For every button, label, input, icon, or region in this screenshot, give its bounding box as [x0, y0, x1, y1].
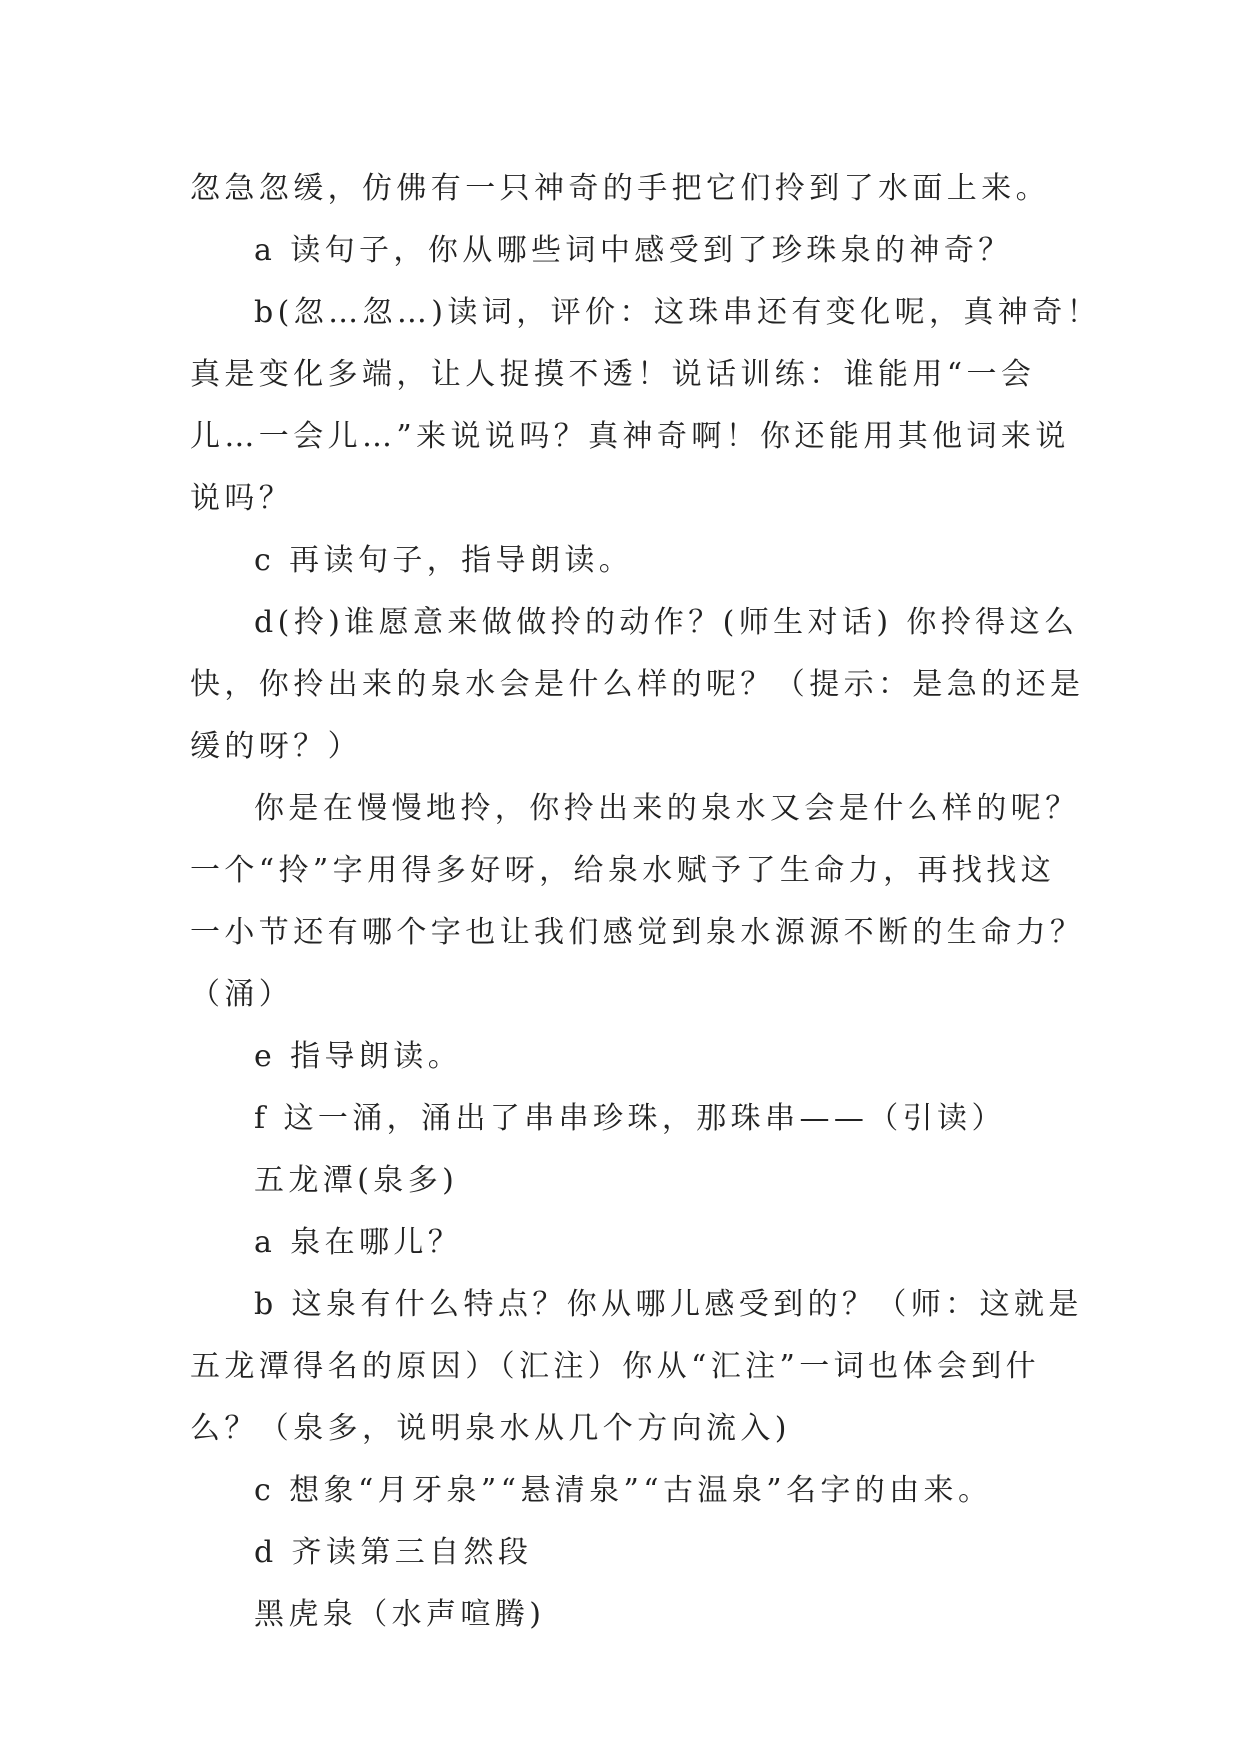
text-line-10: 缓的呀？） — [190, 729, 362, 764]
text-line-17: 五龙潭(泉多) — [254, 1163, 459, 1198]
text-line-11: 你是在慢慢地拎，你拎出来的泉水又会是什么样的呢？ — [254, 791, 1080, 826]
text-line-18: a 泉在哪儿？ — [254, 1225, 463, 1260]
text-line-22: c 想象“月牙泉”“悬清泉”“古温泉”名字的由来。 — [254, 1473, 993, 1508]
text-line-20: 五龙潭得名的原因）（汇注）你从“汇注”一词也体会到什 — [190, 1349, 1041, 1384]
text-line-24: 黑虎泉（水声喧腾) — [254, 1597, 546, 1632]
text-line-19: b 这泉有什么特点？你从哪儿感受到的？（师：这就是 — [254, 1287, 1083, 1322]
text-line-14: （涌） — [190, 977, 294, 1012]
text-line-21: 么？（泉多，说明泉水从几个方向流入) — [190, 1411, 791, 1446]
text-line-16: f 这一涌，涌出了串串珍珠，那珠串——（引读） — [254, 1101, 1006, 1136]
text-line-6: 说吗？ — [190, 481, 294, 516]
text-line-15: e 指导朗读。 — [254, 1039, 463, 1074]
text-line-2: a 读句子，你从哪些词中感受到了珍珠泉的神奇？ — [254, 233, 1013, 268]
text-line-23: d 齐读第三自然段 — [254, 1535, 533, 1570]
text-line-7: c 再读句子，指导朗读。 — [254, 543, 634, 578]
text-line-8: d(拎)谁愿意来做做拎的动作？(师生对话) 你拎得这么 — [254, 605, 1079, 640]
text-line-5: 儿…一会儿…”来说说吗？真神奇啊！你还能用其他词来说 — [190, 419, 1070, 454]
text-line-9: 快，你拎出来的泉水会是什么样的呢？（提示：是急的还是 — [190, 667, 1085, 702]
text-line-4: 真是变化多端，让人捉摸不透！说话训练：谁能用“一会 — [190, 357, 1036, 392]
text-line-1: 忽急忽缓，仿佛有一只神奇的手把它们拎到了水面上来。 — [190, 171, 1050, 206]
text-line-3: b(忽…忽…)读词，评价：这珠串还有变化呢，真神奇！ — [254, 295, 1102, 330]
text-line-13: 一小节还有哪个字也让我们感觉到泉水源源不断的生命力？ — [190, 915, 1085, 950]
text-line-12: 一个“拎”字用得多好呀，给泉水赋予了生命力，再找找这 — [190, 853, 1056, 888]
document-body — [190, 158, 1102, 1646]
